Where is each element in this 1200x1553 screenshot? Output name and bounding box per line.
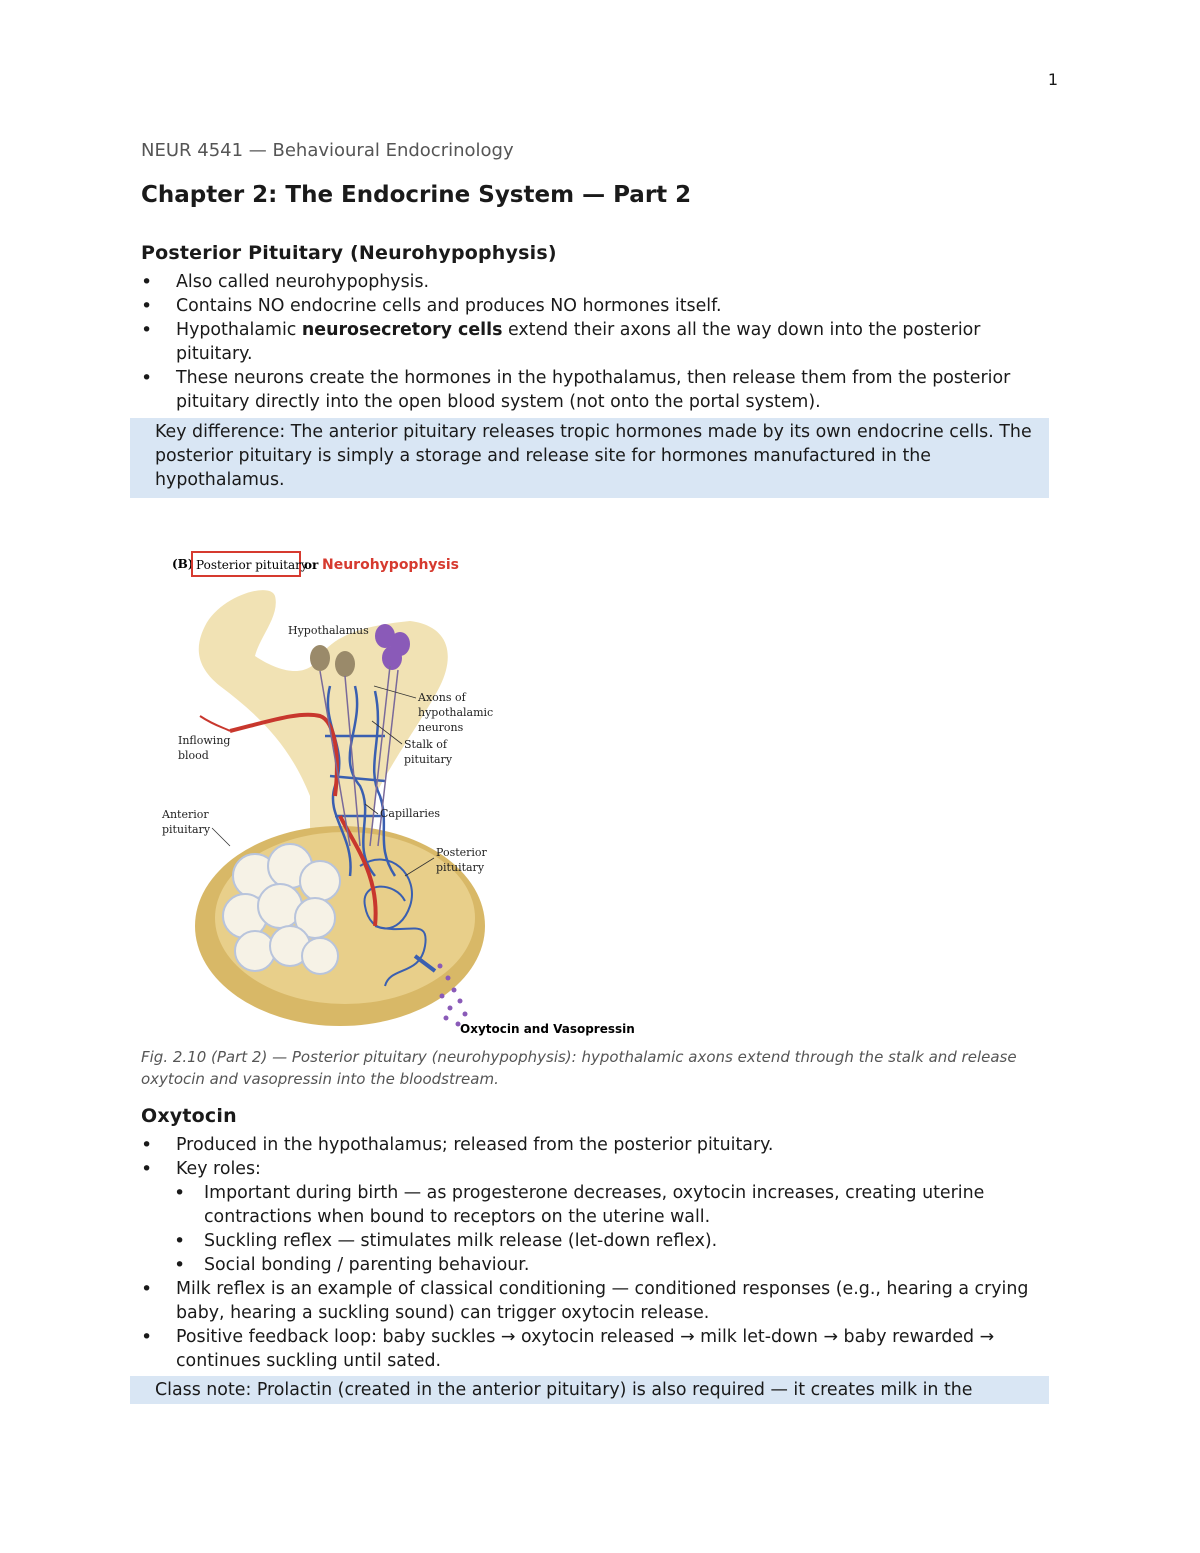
label-anterior-pituitary: pituitary [162, 823, 211, 836]
label-stalk: pituitary [404, 753, 453, 766]
list-item: • Also called neurohypophysis. [141, 270, 1061, 294]
artery-inflow [200, 716, 230, 731]
key-difference-callout: Key difference: The anterior pituitary releases tropic hormones made by its own endocrine cells. The posterior pituitary is simply a storage and release site for hormones manufactured in the hypothalamus. [130, 418, 1049, 498]
boxed-title: Posterior pituitary [196, 558, 308, 572]
list-item [141, 1157, 1061, 1277]
posterior-pituitary-heading: Posterior Pituitary (Neurohypophysis) [141, 242, 557, 264]
figure-illustration [160, 546, 650, 1038]
label-hypothalamus: Hypothalamus [288, 624, 369, 637]
label-capillaries: Capillaries [380, 807, 441, 820]
chapter-title: Chapter 2: The Endocrine System — Part 2 [141, 182, 692, 208]
class-note-callout: Class note: Prolactin (created in the anterior pituitary) is also required — it creates milk in the [130, 1376, 1049, 1404]
list-item: • Suckling reflex — stimulates milk release (let-down reflex). [176, 1229, 1061, 1253]
list-item: • Contains NO endocrine cells and produces NO hormones itself. [141, 294, 1061, 318]
panel-letter: (B) [172, 557, 194, 571]
oxytocin-bullets [141, 1133, 1061, 1373]
list-item: • Produced in the hypothalamus; released from the posterior pituitary. [141, 1133, 1061, 1157]
list-item: • Important during birth — as progesterone decreases, oxytocin increases, creating uterine contractions when bound to receptors on the uterine wall. [176, 1181, 1061, 1229]
label-posterior-pituitary: pituitary [436, 861, 485, 874]
page-number: 1 [1047, 70, 1058, 89]
oxytocin-heading: Oxytocin [141, 1105, 237, 1127]
course-header: NEUR 4541 — Behavioural Endocrinology [141, 140, 514, 161]
label-anterior-pituitary: Anterior [162, 808, 209, 821]
label-stalk: Stalk of [404, 738, 447, 751]
list-item: • These neurons create the hormones in the hypothalamus, then release them from the posterior pituitary directly into the open blood system (not onto the portal system). [141, 366, 1061, 414]
label-oxytocin-vasopressin: Oxytocin and Vasopressin [460, 1022, 635, 1036]
label-axons: neurons [418, 721, 464, 734]
list-item [141, 318, 1061, 366]
text: Key roles: [176, 1159, 261, 1179]
list-item: • Milk reflex is an example of classical conditioning — conditioned responses (e.g., hearing a crying baby, hearing a suckling sound) can trigger oxytocin release. [141, 1277, 1061, 1325]
figure-caption: Fig. 2.10 (Part 2) — Posterior pituitary (neurohypophysis): hypothalamic axons extend through the stalk and release oxytocin and vasopressin into the bloodstream. [141, 1048, 1017, 1088]
or-word: or [304, 558, 319, 572]
label-axons: hypothalamic [418, 706, 494, 719]
posterior-pituitary-figure [160, 546, 650, 1038]
label-inflowing-blood: blood [178, 749, 209, 762]
label-inflowing-blood: Inflowing [178, 734, 231, 747]
red-title: Neurohypophysis [322, 557, 460, 573]
label-posterior-pituitary: Posterior [436, 846, 487, 859]
posterior-bullets [141, 270, 1061, 414]
bold-term: neurosecretory cells [301, 320, 503, 340]
sub-bullets [176, 1181, 1061, 1277]
text: extend their axons all the way down into the posterior pituitary. [176, 320, 981, 364]
anterior-cells [223, 844, 340, 974]
label-axons: Axons of [418, 691, 466, 704]
list-item: • Social bonding / parenting behaviour. [176, 1253, 1061, 1277]
list-item: • Positive feedback loop: baby suckles → oxytocin released → milk let-down → baby rewarded → continues suckling until sated. [141, 1325, 1061, 1373]
text: Hypothalamic [176, 320, 302, 340]
